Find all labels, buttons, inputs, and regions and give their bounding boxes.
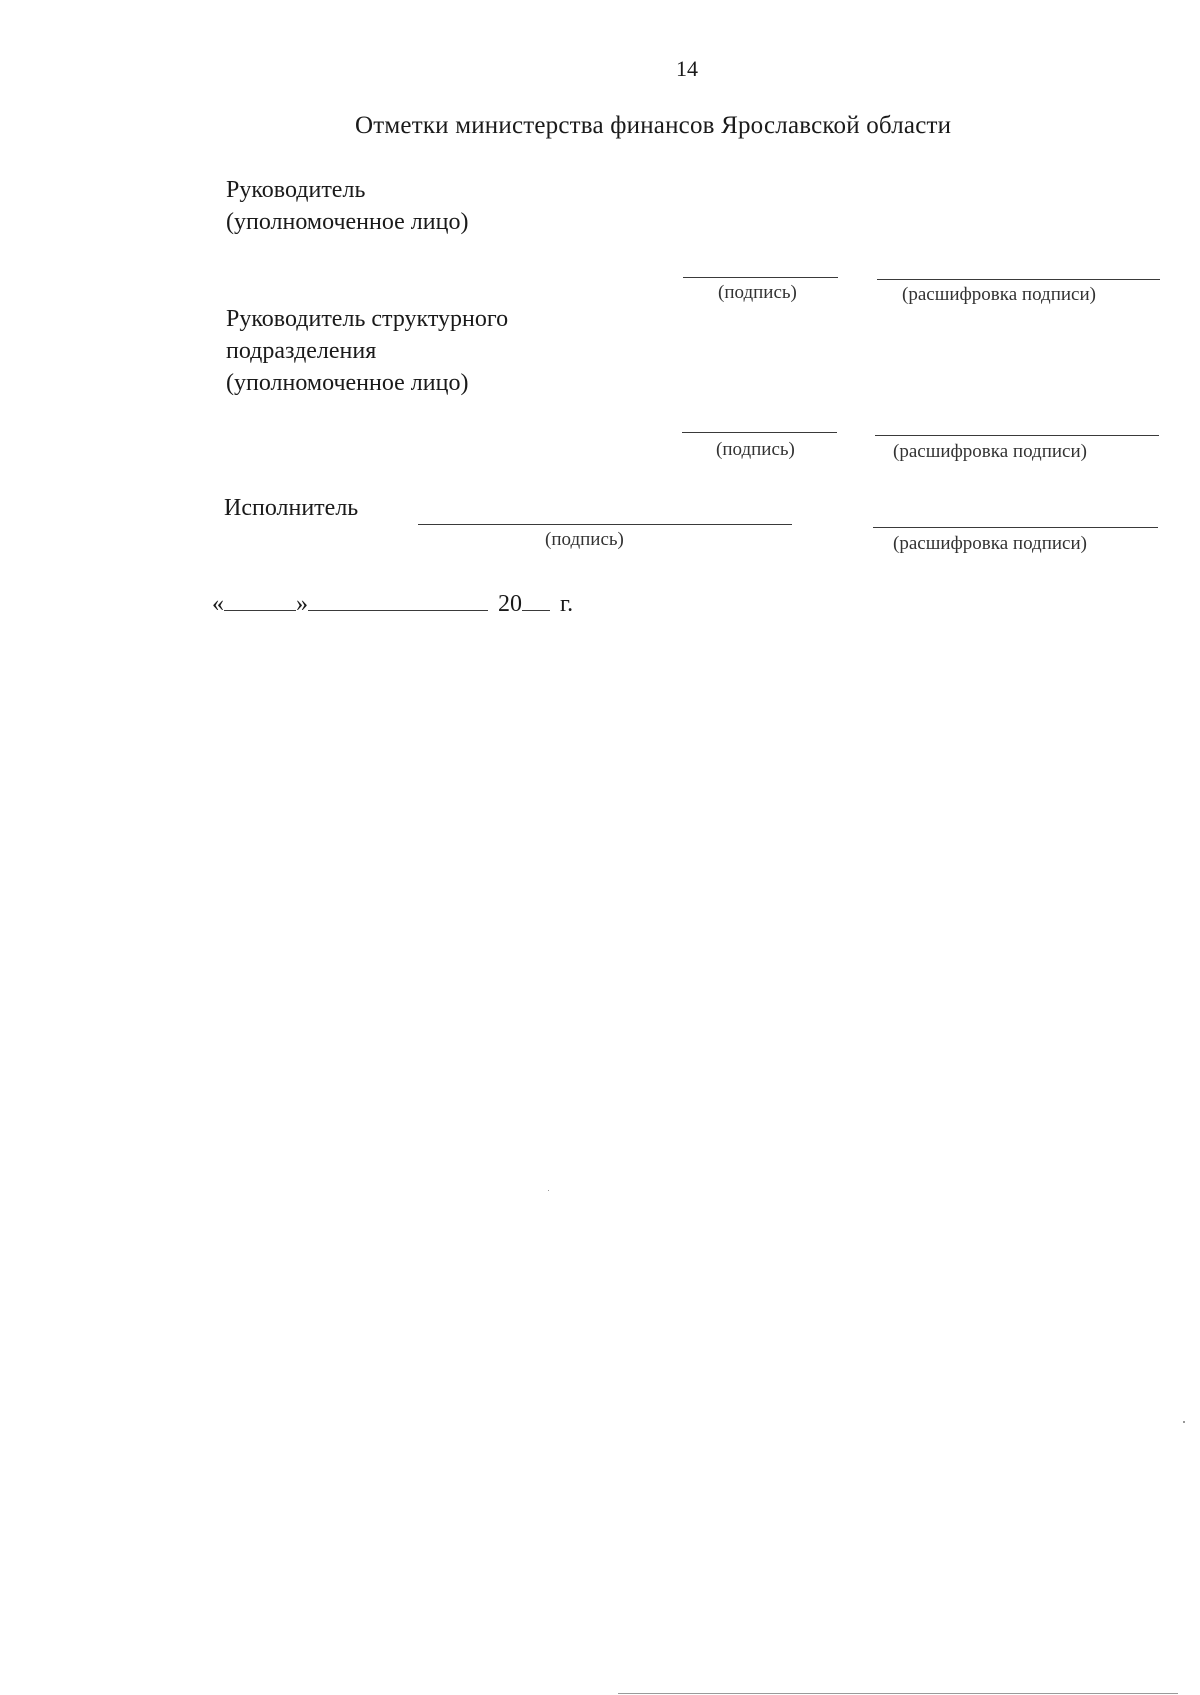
scan-edge-line: [618, 1693, 1178, 1694]
role-line: Руководитель структурного: [226, 306, 509, 332]
signature-line: [418, 524, 792, 525]
block-3-role: [224, 492, 358, 524]
decoding-caption: (расшифровка подписи): [893, 533, 1087, 554]
decoding-line: [873, 527, 1158, 528]
signature-caption: (подпись): [718, 282, 797, 303]
decoding-line: [877, 279, 1160, 280]
day-blank: [224, 590, 296, 611]
signature-caption: (подпись): [716, 439, 795, 460]
role-line: подразделения: [226, 338, 377, 364]
block-2-role: [226, 303, 508, 399]
role-line: (уполномоченное лицо): [226, 370, 469, 396]
signature-line: [683, 277, 838, 278]
decoding-caption: (расшифровка подписи): [902, 284, 1096, 305]
date-line: [212, 588, 573, 620]
signature-line: [682, 432, 837, 433]
role-line: Руководитель: [226, 177, 366, 203]
year-suffix: г.: [560, 591, 574, 617]
decoding-line: [875, 435, 1159, 436]
open-quote: «: [212, 591, 224, 617]
year-prefix: 20: [498, 591, 522, 617]
close-quote: »: [296, 591, 308, 617]
signature-caption: (подпись): [545, 529, 624, 550]
page-number: 14: [676, 56, 698, 81]
month-blank: [308, 590, 488, 611]
block-1-role: [226, 174, 468, 238]
scan-speck: [548, 1190, 549, 1191]
year-blank: [522, 590, 550, 611]
scan-speck: [1183, 1421, 1185, 1423]
role-line: Исполнитель: [224, 495, 359, 521]
role-line: (уполномоченное лицо): [226, 209, 469, 235]
page-title: Отметки министерства финансов Ярославской области: [355, 112, 952, 139]
decoding-caption: (расшифровка подписи): [893, 441, 1087, 462]
